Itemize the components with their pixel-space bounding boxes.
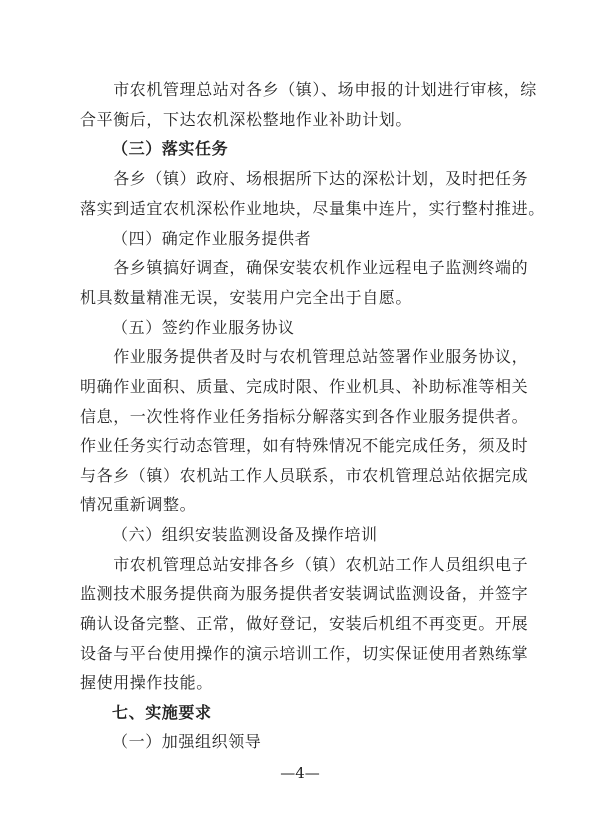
- paragraph-line: 与各乡（镇）农机站工作人员联系，市农机管理总站依据完成: [80, 466, 529, 485]
- paragraph-line: 市农机管理总站对各乡（镇）、场申报的计划进行审核，综: [80, 80, 537, 99]
- paragraph-line: 信息，一次性将作业任务指标分解落实到各作业服务提供者。: [80, 407, 529, 426]
- paragraph-line: 机具数量精准无误，安装用户完全出于自愿。: [80, 288, 413, 307]
- subsection-heading: （五）签约作业服务协议: [112, 318, 295, 337]
- paragraph-line: 作业任务实行动态管理，如有特殊情况不能完成任务，须及时: [80, 436, 529, 455]
- paragraph-line: 情况重新调整。: [80, 495, 197, 514]
- paragraph-line: 落实到适宜农机深松作业地块，尽量集中连片，实行整村推进。: [80, 199, 545, 218]
- section-title: 七、实施要求: [112, 703, 212, 722]
- paragraph-line: 监测技术服务提供商为服务提供者安装调试监测设备，并签字: [80, 584, 529, 603]
- subsection-heading: （三）落实任务: [112, 139, 229, 158]
- paragraph-line: 作业服务提供者及时与农机管理总站签署作业服务协议，: [80, 347, 529, 366]
- paragraph-line: 各乡镇搞好调查，确保安装农机作业远程电子监测终端的: [80, 258, 529, 277]
- subsection-heading: （四）确定作业服务提供者: [112, 229, 312, 248]
- paragraph-line: 合平衡后，下达农机深松整地作业补助计划。: [80, 110, 413, 129]
- paragraph-line: 握使用操作技能。: [80, 673, 213, 692]
- paragraph-line: 市农机管理总站安排各乡（镇）农机站工作人员组织电子: [80, 555, 529, 574]
- page-number: —4—: [280, 764, 320, 782]
- paragraph-line: 明确作业面积、质量、完成时限、作业机具、补助标准等相关: [80, 377, 529, 396]
- paragraph-line: 设备与平台使用操作的演示培训工作，切实保证使用者熟练掌: [80, 644, 529, 663]
- subsection-heading: （六）组织安装监测设备及操作培训: [112, 525, 378, 544]
- paragraph-line: 各乡（镇）政府、场根据所下达的深松计划，及时把任务: [80, 169, 529, 188]
- subsection-heading: （一）加强组织领导: [112, 732, 262, 751]
- paragraph-line: 确认设备完整、正常，做好登记，安装后机组不再变更。开展: [80, 614, 529, 633]
